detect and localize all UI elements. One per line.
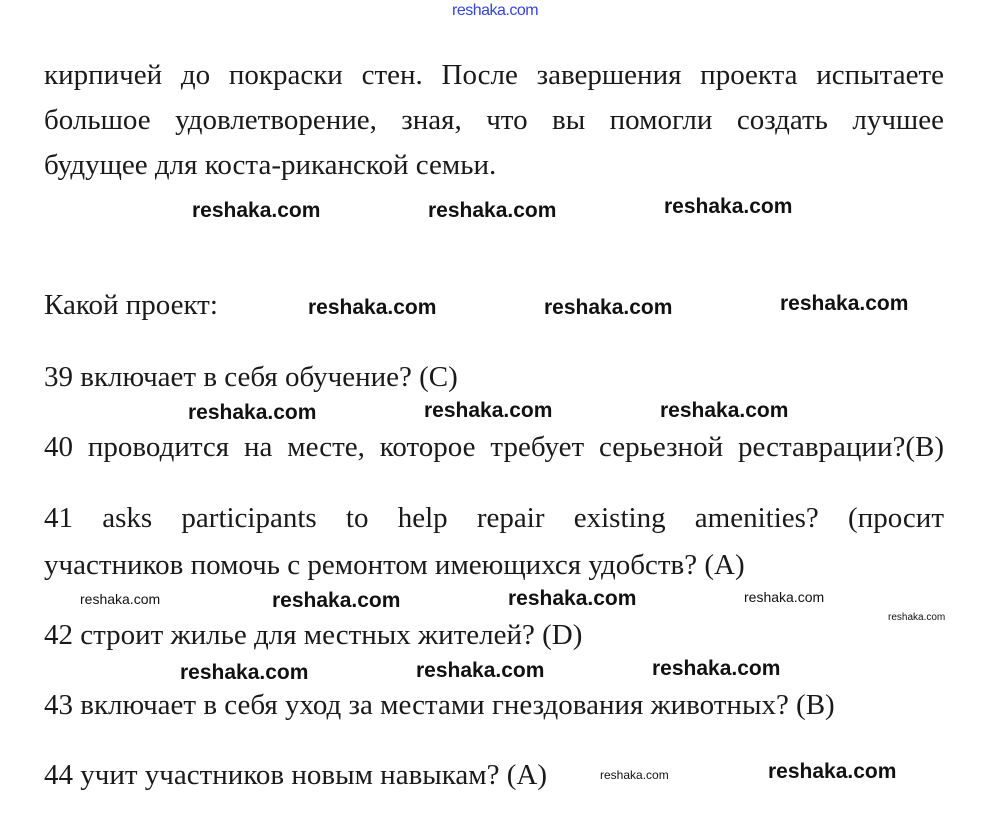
paragraph-line: будущее для коста-риканской семьи. [44, 149, 497, 181]
watermark: reshaka.com [192, 199, 321, 222]
paragraph-line: кирпичей до покраски стен. После завершения проекта испытаете [44, 59, 944, 91]
watermark: reshaka.com [660, 399, 789, 422]
watermark: reshaka.com [508, 587, 637, 610]
watermark: reshaka.com [424, 399, 553, 422]
paragraph-line: большое удовлетворение, зная, что вы помогли создать лучшее [44, 104, 944, 136]
question-prompt: Какой проект: [44, 289, 218, 321]
watermark: reshaka.com [600, 768, 669, 782]
question-39: 39 включает в себя обучение? (C) [44, 361, 458, 393]
watermark: reshaka.com [80, 591, 161, 607]
question-41: 41 asks participants to help repair existing amenities? (просит [44, 502, 944, 534]
watermark: reshaka.com [744, 589, 825, 605]
watermark: reshaka.com [188, 401, 317, 424]
watermark: reshaka.com [180, 661, 309, 684]
question-43: 43 включает в себя уход за местами гнездования животных? (B) [44, 689, 835, 721]
watermark: reshaka.com [544, 296, 673, 319]
watermark: reshaka.com [308, 296, 437, 319]
watermark: reshaka.com [428, 199, 557, 222]
watermark: reshaka.com [768, 760, 897, 783]
watermark-header: reshaka.com [452, 2, 539, 19]
question-41-cont: участников помочь с ремонтом имеющихся удобств? (A) [44, 549, 745, 581]
watermark: reshaka.com [272, 589, 401, 612]
watermark: reshaka.com [416, 659, 545, 682]
watermark: reshaka.com [888, 612, 946, 623]
watermark: reshaka.com [780, 292, 909, 315]
watermark: reshaka.com [652, 657, 781, 680]
question-44: 44 учит участников новым навыкам? (A) [44, 759, 547, 791]
watermark: reshaka.com [664, 195, 793, 218]
question-40: 40 проводится на месте, которое требует серьезной реставрации?(B) [44, 431, 944, 463]
question-42: 42 строит жилье для местных жителей? (D) [44, 619, 583, 651]
